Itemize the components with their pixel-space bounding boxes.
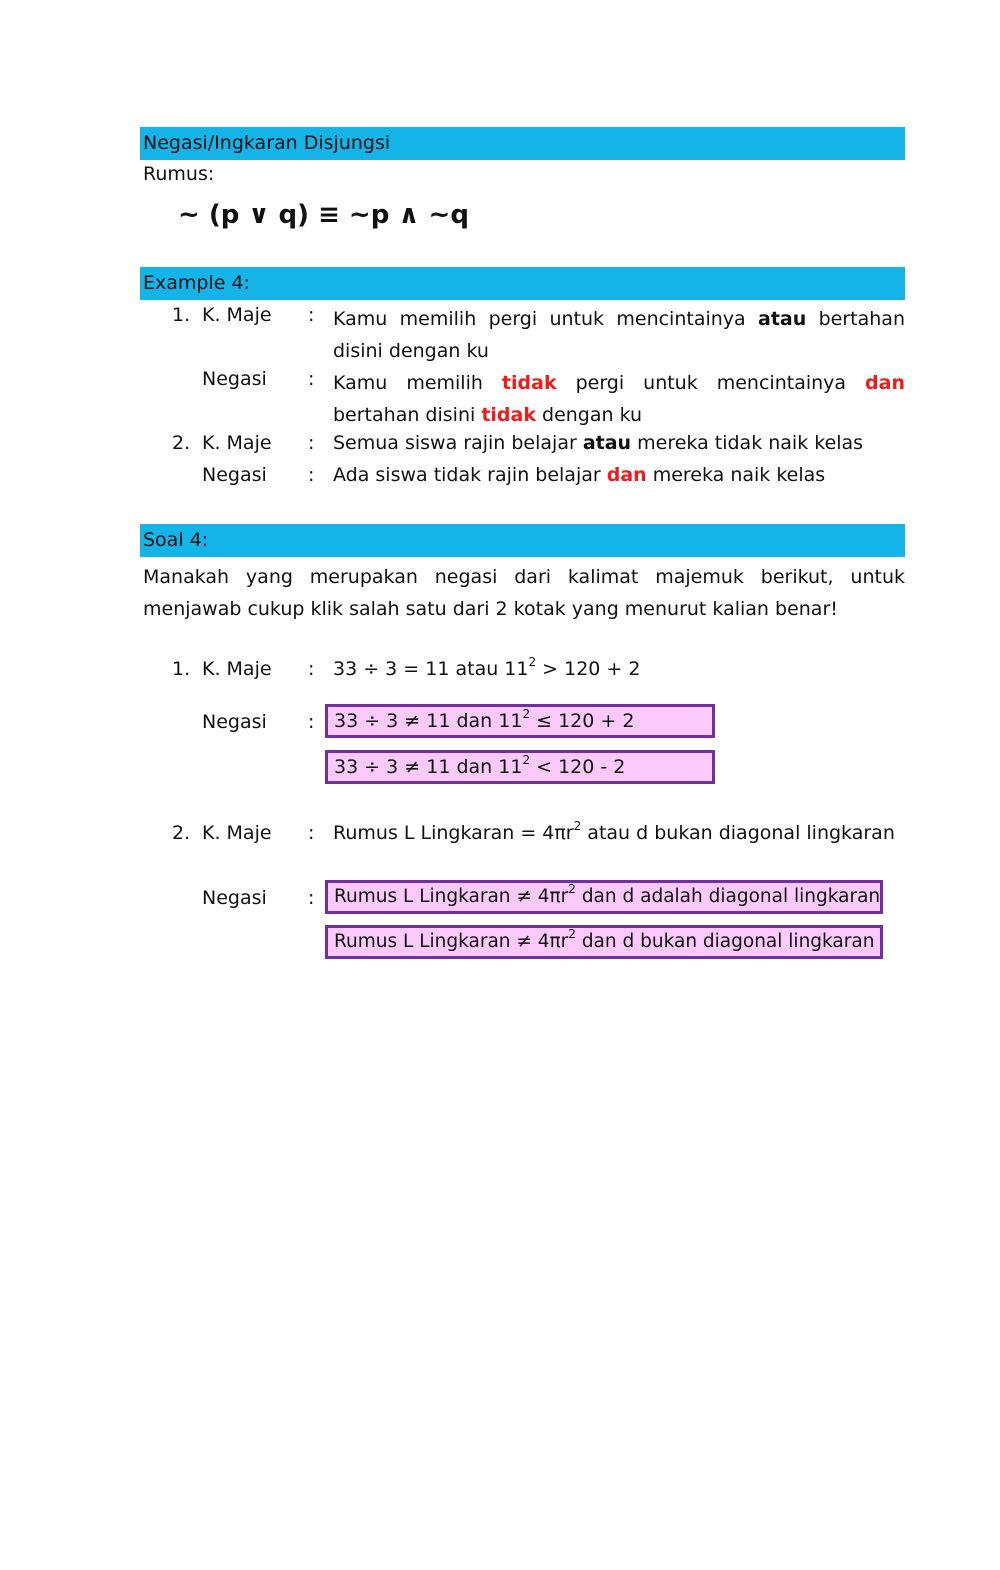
question-1-maje-label: K. Maje <box>202 658 272 680</box>
example-1-maje-colon: : <box>308 304 315 326</box>
example-1-negasi-colon: : <box>308 368 315 390</box>
example-2-negasi-text: Ada siswa tidak rajin belajar dan mereka naik kelas <box>333 464 826 486</box>
section-header-soal: Soal 4: <box>140 524 905 557</box>
question-1-maje-colon: : <box>308 658 315 680</box>
example-2-negasi-colon: : <box>308 464 315 486</box>
question-1-negasi-label: Negasi <box>202 711 267 733</box>
example-2-negasi-label: Negasi <box>202 464 267 486</box>
example-1-maje-text: Kamu memilih pergi untuk mencintainya atau bertahan disini dengan ku <box>333 308 905 362</box>
question-2-maje-label: K. Maje <box>202 822 272 844</box>
example-2-maje-colon: : <box>308 432 315 454</box>
negation-formula: ~ (p ∨ q) ≡ ~p ∧ ~q <box>178 200 469 230</box>
example-2-maje-text: Semua siswa rajin belajar atau mereka tidak naik kelas <box>333 432 864 454</box>
question-2-maje-colon: : <box>308 822 315 844</box>
question-1-negasi-colon: : <box>308 711 315 733</box>
example-1-negasi-text: Kamu memilih tidak pergi untuk mencintainya dan bertahan disini tidak dengan ku <box>333 372 905 426</box>
example-2-maje-label: K. Maje <box>202 432 272 454</box>
question-2-negasi-colon: : <box>308 887 315 909</box>
section-header-example: Example 4: <box>140 267 905 300</box>
question-2-negasi-label: Negasi <box>202 887 267 909</box>
question-2-number: 2. <box>172 822 191 844</box>
question-1-maje-text: 33 ÷ 3 = 11 atau $11^2 > 120 + 2$ <box>333 655 641 680</box>
example-1-negasi-label: Negasi <box>202 368 267 390</box>
question-2-maje-text: Rumus L Lingkaran = $4\pi r^2$ atau d bukan diagonal lingkaran <box>333 819 895 844</box>
question-1-option-1[interactable]: 33 ÷ 3 ≠ 11 dan $11^2 \le 120 + 2$ <box>325 704 715 738</box>
question-2-option-1[interactable]: Rumus L Lingkaran ≠ $4\pi r^2$ dan d adalah diagonal lingkaran <box>325 880 883 914</box>
example-1-number: 1. <box>172 304 191 326</box>
question-1-number: 1. <box>172 658 191 680</box>
example-1-maje-label: K. Maje <box>202 304 272 326</box>
section-header-negasi: Negasi/Ingkaran Disjungsi <box>140 127 905 160</box>
question-1-option-2[interactable]: 33 ÷ 3 ≠ 11 dan $11^2 < 120 - 2$ <box>325 750 715 784</box>
soal-instruction: Manakah yang merupakan negasi dari kalimat majemuk berikut, untuk menjawab cukup klik salah satu dari 2 kotak yang menurut kalian benar! <box>143 566 905 620</box>
question-2-option-2[interactable]: Rumus L Lingkaran ≠ $4\pi r^2$ dan d bukan diagonal lingkaran <box>325 925 883 959</box>
example-2-number: 2. <box>172 432 191 454</box>
rumus-label: Rumus: <box>143 163 215 185</box>
